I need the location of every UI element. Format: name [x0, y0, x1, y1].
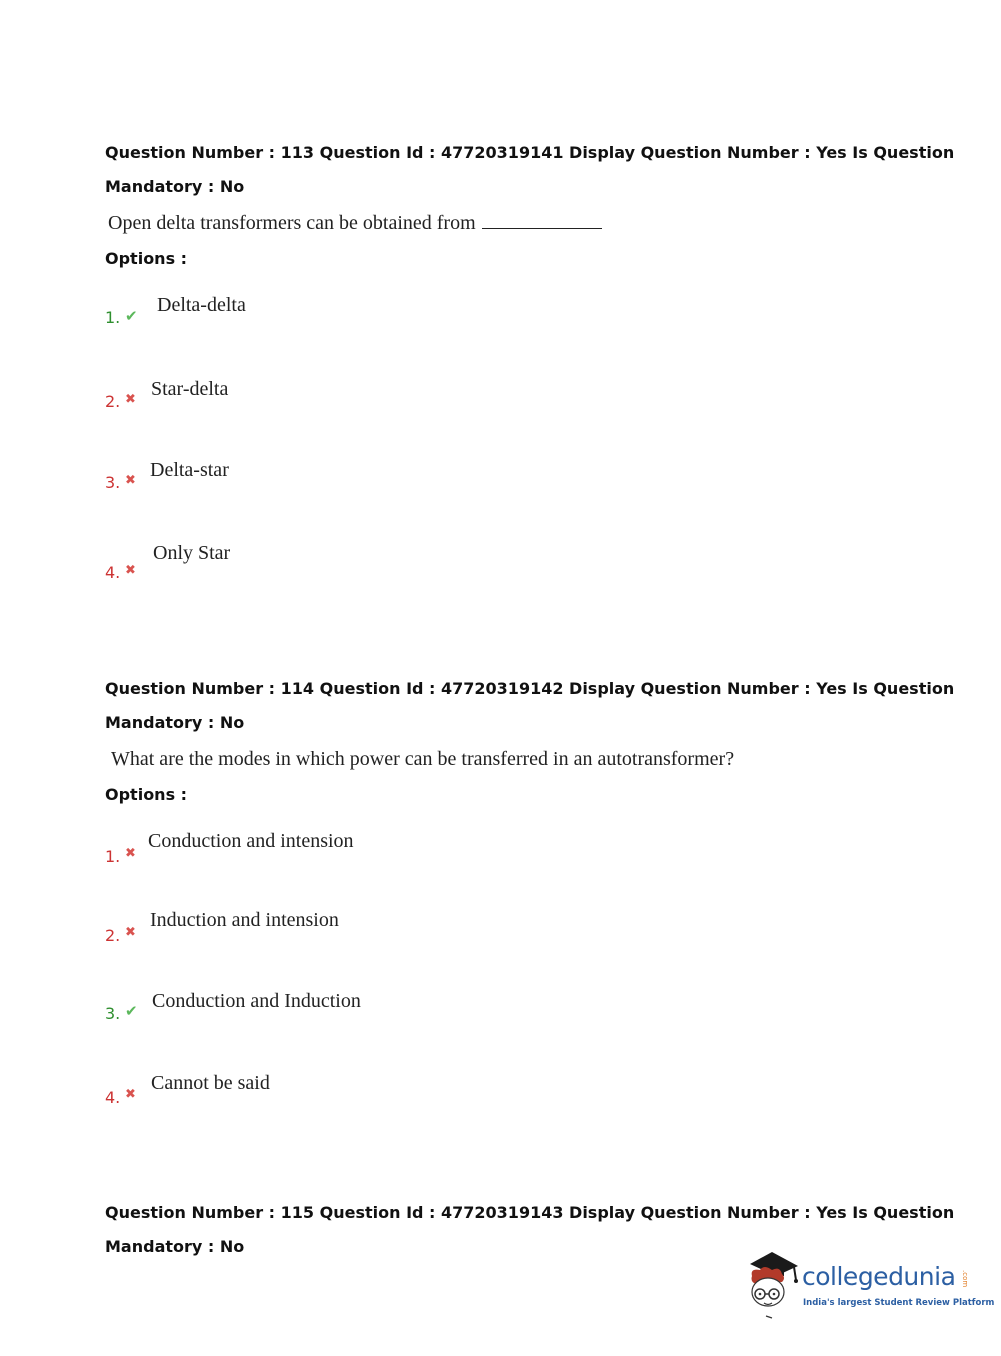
question-114: [105, 672, 955, 804]
option-114-3: [105, 990, 605, 1030]
option-number: 1.: [105, 308, 121, 327]
question-text-content: Open delta transformers can be obtained from: [108, 212, 476, 234]
question-header: Question Number : 113 Question Id : 47720319141 Display Question Number : Yes Is Question: [105, 143, 955, 162]
option-number: 2.: [105, 926, 121, 945]
question-mandatory: Mandatory : No: [105, 1237, 245, 1256]
mascot-icon: [742, 1250, 802, 1320]
option-113-1: [105, 294, 605, 334]
question-113: [105, 136, 955, 268]
cross-icon: ✖: [125, 846, 136, 861]
question-mandatory: Mandatory : No: [105, 177, 245, 196]
answer-blank: [482, 228, 602, 229]
question-header: Question Number : 115 Question Id : 47720319143 Display Question Number : Yes Is Question: [105, 1203, 955, 1222]
cross-icon: ✖: [125, 473, 136, 488]
question-header: Question Number : 114 Question Id : 47720319142 Display Question Number : Yes Is Question: [105, 679, 955, 698]
check-icon: ✔: [125, 307, 138, 325]
cross-icon: ✖: [125, 925, 136, 940]
option-text: Conduction and Induction: [152, 990, 361, 1012]
question-text: What are the modes in which power can be transferred in an autotransformer?: [111, 748, 735, 770]
option-113-4: [105, 542, 605, 582]
option-113-3: [105, 459, 605, 499]
cross-icon: ✖: [125, 1087, 136, 1102]
option-number: 1.: [105, 847, 121, 866]
option-number: 2.: [105, 392, 121, 411]
option-text: Induction and intension: [150, 909, 339, 931]
option-number: 3.: [105, 473, 121, 492]
cross-icon: ✖: [125, 563, 136, 578]
option-text: Conduction and intension: [148, 830, 354, 852]
option-number: 4.: [105, 563, 121, 582]
question-text: [108, 212, 925, 235]
logo-tagline: India's largest Student Review Platform: [803, 1298, 995, 1308]
option-text: Delta-star: [150, 459, 229, 481]
option-113-2: [105, 378, 605, 418]
option-114-1: [105, 830, 605, 870]
logo-wordmark: collegedunia: [802, 1262, 956, 1291]
option-114-4: [105, 1072, 605, 1112]
option-text: Delta-delta: [157, 294, 246, 316]
logo-suffix: .com: [961, 1270, 969, 1288]
option-text: Star-delta: [151, 378, 229, 400]
option-number: 4.: [105, 1088, 121, 1107]
question-mandatory: Mandatory : No: [105, 713, 245, 732]
option-text: Only Star: [153, 542, 231, 564]
option-text: Cannot be said: [151, 1072, 270, 1094]
option-114-2: [105, 909, 605, 949]
option-number: 3.: [105, 1004, 121, 1023]
options-label: Options :: [105, 249, 188, 268]
options-label: Options :: [105, 785, 188, 804]
collegedunia-logo: [742, 1250, 995, 1320]
check-icon: ✔: [125, 1002, 138, 1020]
cross-icon: ✖: [125, 392, 136, 407]
